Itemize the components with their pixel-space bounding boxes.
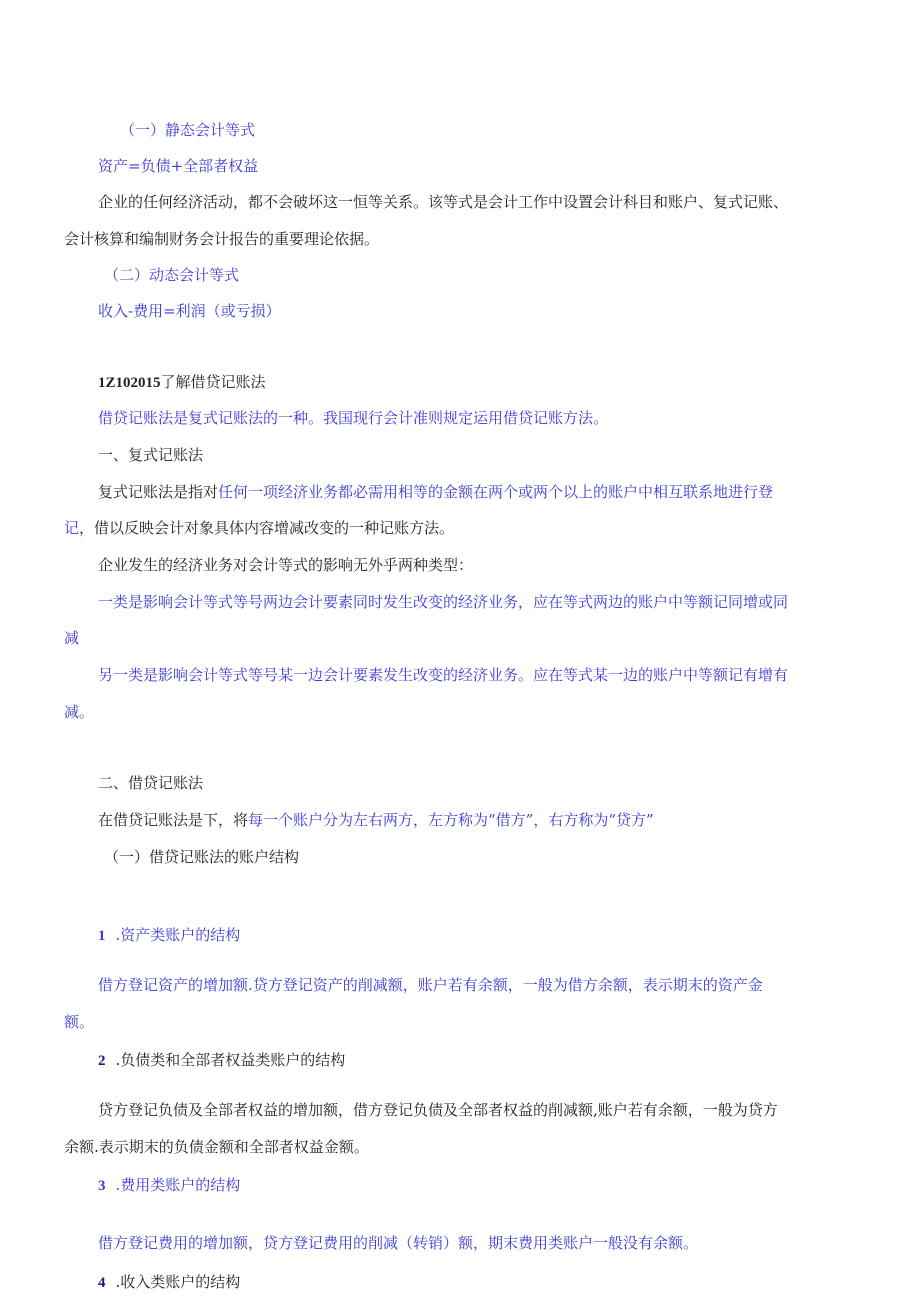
type1-line-end: 减 (64, 629, 80, 647)
item-title: .费用类账户的结构 (115, 1176, 241, 1194)
dynamic-equation-heading: （二）动态会计等式 (104, 266, 240, 284)
paragraph-line: 企业的任何经济活动，都不会破坏这一恒等关系。该等式是会计工作中设置会计科目和账户、复式记账、 (98, 193, 789, 211)
static-equation-heading: （一）静态会计等式 (120, 121, 256, 139)
paragraph-line: 会计核算和编制财务会计报告的重要理论依据。 (64, 230, 380, 248)
types-intro: 企业发生的经济业务对会计等式的影响无外乎两种类型： (98, 556, 474, 574)
item-description-end: 额。 (64, 1013, 95, 1031)
item-heading (98, 1175, 240, 1196)
account-structure-heading: （一）借贷记账法的账户结构 (104, 848, 300, 866)
heading-debit-credit: 二、借贷记账法 (98, 774, 204, 792)
definition-prefix: 复式记账法是指对 (98, 483, 219, 501)
item-title: .收入类账户的结构 (115, 1273, 241, 1291)
item-heading (98, 1272, 240, 1293)
type2-line-end: 减。 (64, 703, 95, 721)
definition-rest: ，借以反映会计对象具体内容增减改变的一种记账方法。 (79, 519, 455, 537)
section-code: 1Z102015 (98, 375, 161, 391)
item-description: 借方登记费用的增加额，贷方登记费用的削减（转销）额，期末费用类账户一般没有余额。 (98, 1234, 699, 1252)
definition-highlight: 任何一项经济业务都必需用相等的金额在两个或两个以上的账户中相互联系地进行登 (218, 483, 774, 501)
item-title: .负债类和全部者权益类账户的结构 (115, 1051, 346, 1069)
definition-line-2 (64, 518, 454, 538)
item-number: 1 (98, 928, 106, 944)
item-number: 3 (98, 1178, 106, 1194)
section-title (98, 372, 266, 393)
definition-line (98, 482, 773, 502)
dynamic-equation-formula: 收入-费用=利润（或亏损） (98, 302, 281, 320)
item-description: 借方登记资产的增加额.贷方登记资产的削减额，账户若有余额，一般为借方余额，表示期末的资产金 (98, 976, 763, 994)
definition-highlight-end: 记 (64, 519, 80, 537)
item-title: .资产类账户的结构 (115, 926, 241, 944)
item-description: 贷方登记负债及全部者权益的增加额，借方登记负债及全部者权益的削减额,账户若有余额，一般为贷方 (98, 1101, 778, 1119)
item-heading (98, 925, 240, 946)
debit-credit-line (98, 810, 654, 830)
debit-credit-highlight: 每一个账户分为左右两方，左方称为“借方”，右方称为“贷方” (248, 811, 654, 829)
heading-double-entry: 一、复式记账法 (98, 446, 204, 464)
item-heading (98, 1050, 345, 1071)
item-number: 2 (98, 1053, 106, 1069)
intro-paragraph: 借贷记账法是复式记账法的一种。我国现行会计准则规定运用借贷记账方法。 (98, 409, 609, 427)
type2-line: 另一类是影响会计等式等号某一边会计要素发生改变的经济业务。应在等式某一边的账户中等额记有增有 (98, 666, 789, 684)
item-number: 4 (98, 1275, 106, 1291)
item-description-end: 余额.表示期末的负债金额和全部者权益金额。 (64, 1138, 369, 1156)
type1-line: 一类是影响会计等式等号两边会计要素同时发生改变的经济业务，应在等式两边的账户中等额记同增或同 (98, 593, 789, 611)
section-title-text: 了解借贷记账法 (160, 373, 266, 391)
debit-credit-prefix: 在借贷记账法是下，将 (98, 811, 249, 829)
static-equation-formula: 资产=负债+全部者权益 (98, 157, 259, 175)
